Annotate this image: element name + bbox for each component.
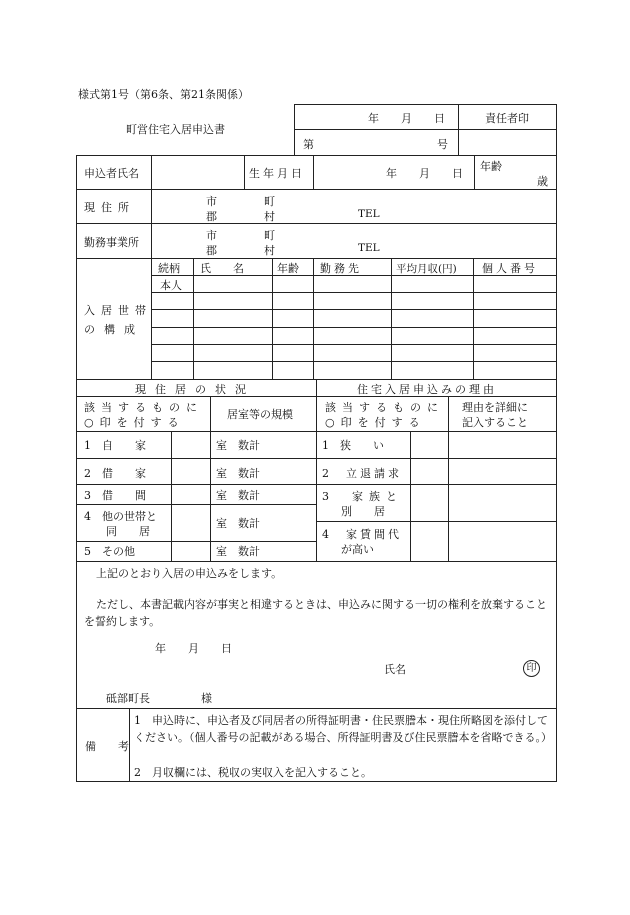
remarks-note1: 1 申込時に、申込者及び同居者の所得証明書・住民票謄本・現住所略図を添付してください。（個人番号の記載がある場合、所得証明書及び住民票謄本を省略できる。）	[134, 714, 552, 744]
work-town: 町	[264, 229, 275, 242]
reason-detail-1: 理由を詳細に	[462, 401, 528, 414]
reason-check-2: ○印を付する	[325, 416, 426, 429]
address-village: 村	[264, 210, 275, 223]
col-workplace: 勤務先	[320, 262, 362, 275]
number-suffix: 号	[437, 138, 448, 151]
declaration-line2: ただし、本書記載内容が事実と相違するときは、申込みに関する一切の権利を放棄することを誓約します。	[84, 598, 547, 628]
page-title: 町営住宅入居申込書	[126, 123, 225, 136]
room-count-4: 室 数計	[216, 517, 260, 530]
housing-item-4: 4 他の世帯と	[84, 510, 157, 523]
housing-item-2: 2 借 家	[84, 467, 146, 480]
housing-check-2: ○印を付する	[84, 416, 185, 429]
reason-item-3b: 別 居	[341, 505, 385, 518]
work-tel: TEL	[358, 242, 380, 254]
housing-item-4b: 同 居	[106, 525, 150, 538]
birthdate-label: 生年月日	[249, 167, 305, 180]
col-name: 氏 名	[200, 262, 244, 275]
reason-detail-2: 記入すること	[462, 416, 528, 429]
reasons-heading: 住宅入居申込みの理由	[357, 383, 497, 396]
reason-item-1: 1 狭 い	[322, 439, 384, 452]
current-housing-heading: 現住居の状況	[135, 383, 255, 396]
reason-item-3: 3 家族と	[322, 490, 403, 503]
declaration-line1: 上記のとおり入居の申込みをします。	[96, 567, 283, 580]
reason-item-4: 4 家賃間代	[322, 528, 402, 541]
housing-check-1: 該当するものに	[84, 401, 203, 414]
household-label-2: の構成	[84, 323, 144, 336]
declaration-name-label: 氏名	[384, 663, 406, 676]
col-income: 平均月収(円)	[396, 263, 457, 275]
applicant-name-label: 申込者氏名	[84, 167, 139, 180]
housing-item-3: 3 借 間	[84, 489, 146, 502]
age-unit: 歳	[537, 175, 548, 188]
household-label-1: 入居世帯	[84, 304, 152, 317]
address-town: 町	[264, 195, 275, 208]
reason-item-4b: が高い	[341, 543, 374, 556]
housing-item-5: 5 その他	[84, 545, 135, 558]
housing-item-1: 1 自 家	[84, 439, 146, 452]
reason-check-1: 該当するものに	[325, 401, 444, 414]
room-count-1: 室 数計	[216, 439, 260, 452]
workplace-label: 勤務事業所	[84, 236, 139, 249]
col-relation: 続柄	[158, 262, 180, 275]
header-date: 年 月 日	[368, 112, 445, 125]
form-number: 様式第1号（第6条、第21条関係）	[78, 88, 249, 101]
remarks-label: 備 考	[85, 740, 129, 753]
reason-item-2: 2 立退請求	[322, 467, 402, 480]
room-count-3: 室 数計	[216, 489, 260, 502]
age-label: 年齢	[480, 160, 502, 173]
responsible-seal-label: 責任者印	[485, 112, 529, 125]
number-prefix: 第	[303, 138, 314, 151]
addressee: 砥部町長	[106, 692, 150, 705]
remarks-note2: 2 月収欄には、税収の実収入を記入すること。	[134, 766, 372, 779]
col-age: 年齢	[277, 262, 299, 275]
seal-mark-icon: 印	[523, 660, 540, 677]
declaration-date: 年 月 日	[155, 642, 232, 655]
room-size-header: 居室等の規模	[227, 408, 293, 421]
address-county: 郡	[206, 210, 217, 223]
honorific: 様	[201, 692, 212, 705]
birthdate-value: 年 月 日	[386, 167, 463, 180]
address-city: 市	[206, 195, 217, 208]
room-count-5: 室 数計	[216, 545, 260, 558]
work-city: 市	[206, 229, 217, 242]
current-address-label: 現住所	[84, 201, 135, 214]
work-county: 郡	[206, 244, 217, 257]
relation-self: 本人	[160, 279, 182, 292]
address-tel: TEL	[358, 208, 380, 220]
work-village: 村	[264, 244, 275, 257]
room-count-2: 室 数計	[216, 467, 260, 480]
col-personal-number: 個人番号	[482, 262, 538, 275]
